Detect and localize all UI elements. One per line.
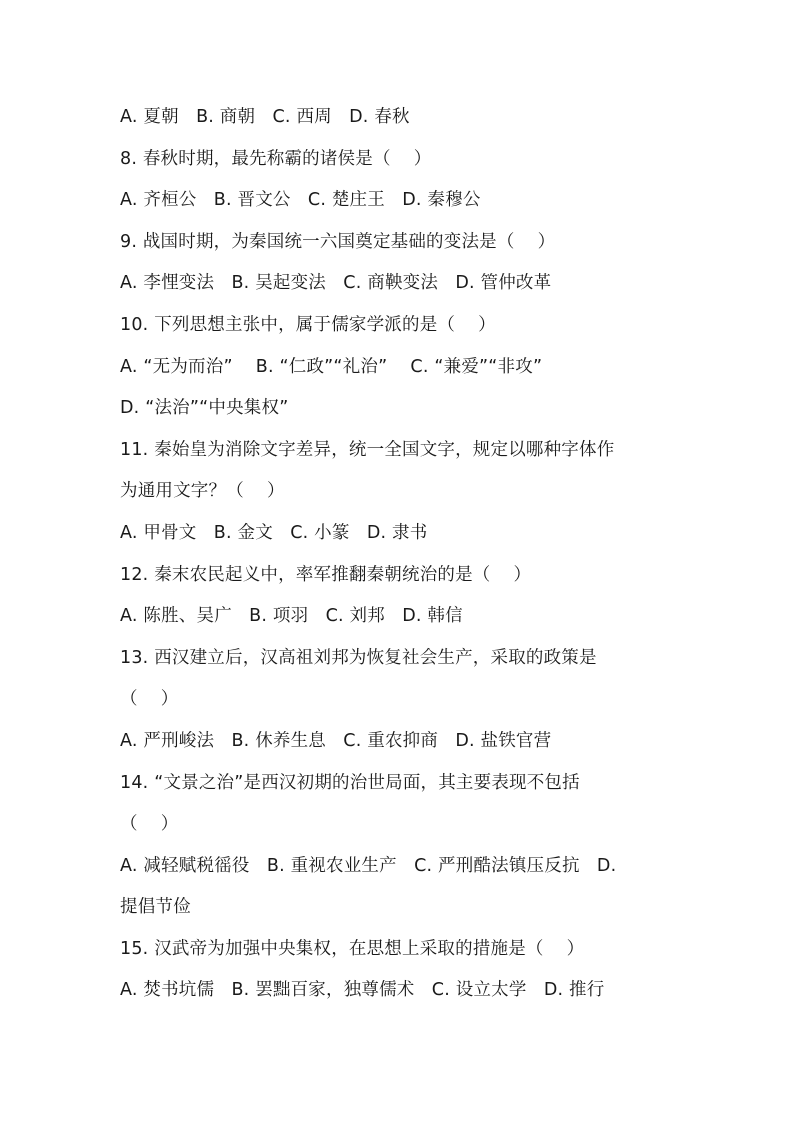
options-line-q9: A. 李悝变法 B. 吴起变法 C. 商鞅变法 D. 管仲改革 xyxy=(120,273,552,294)
options-line-q8: A. 齐桓公 B. 晋文公 C. 楚庄王 D. 秦穆公 xyxy=(120,190,481,211)
question-line-q11-b: 为通用文字？（ ） xyxy=(120,481,285,502)
options-line-q12: A. 陈胜、吴广 B. 项羽 C. 刘邦 D. 韩信 xyxy=(120,606,463,627)
question-line-q13-a: 13. 西汉建立后，汉高祖刘邦为恢复社会生产，采取的政策是 xyxy=(120,647,597,668)
question-line-q8: 8. 春秋时期，最先称霸的诸侯是（ ） xyxy=(120,148,432,169)
question-line-q10: 10. 下列思想主张中，属于儒家学派的是（ ） xyxy=(120,314,496,335)
question-line-q14-b: （ ） xyxy=(120,814,179,835)
options-line-q14-b: 提倡节俭 xyxy=(120,897,191,918)
options-line-q10-b: D. “法治”“中央集权” xyxy=(120,398,289,419)
options-line-q11: A. 甲骨文 B. 金文 C. 小篆 D. 隶书 xyxy=(120,522,428,543)
options-line-q14-a: A. 减轻赋税徭役 B. 重视农业生产 C. 严刑酷法镇压反抗 D. xyxy=(120,855,617,876)
question-line-q9: 9. 战国时期，为秦国统一六国奠定基础的变法是（ ） xyxy=(120,231,556,252)
question-text-block xyxy=(120,102,680,1017)
options-line-q15: A. 焚书坑儒 B. 罢黜百家，独尊儒术 C. 设立太学 D. 推行 xyxy=(120,980,605,1001)
options-line-q7: A. 夏朝 B. 商朝 C. 西周 D. 春秋 xyxy=(120,107,410,127)
question-line-q14-a: 14. “文景之治”是西汉初期的治世局面，其主要表现不包括 xyxy=(120,772,580,793)
question-line-q13-b: （ ） xyxy=(120,689,179,710)
options-line-q13: A. 严刑峻法 B. 休养生息 C. 重农抑商 D. 盐铁官营 xyxy=(120,730,552,751)
question-line-q11-a: 11. 秦始皇为消除文字差异，统一全国文字，规定以哪种字体作 xyxy=(120,439,615,460)
question-line-q15: 15. 汉武帝为加强中央集权，在思想上采取的措施是（ ） xyxy=(120,938,585,959)
question-line-q12: 12. 秦末农民起义中，率军推翻秦朝统治的是（ ） xyxy=(120,564,532,585)
options-line-q10-a: A. “无为而治” B. “仁政”“礼治” C. “兼爱”“非攻” xyxy=(120,356,543,377)
